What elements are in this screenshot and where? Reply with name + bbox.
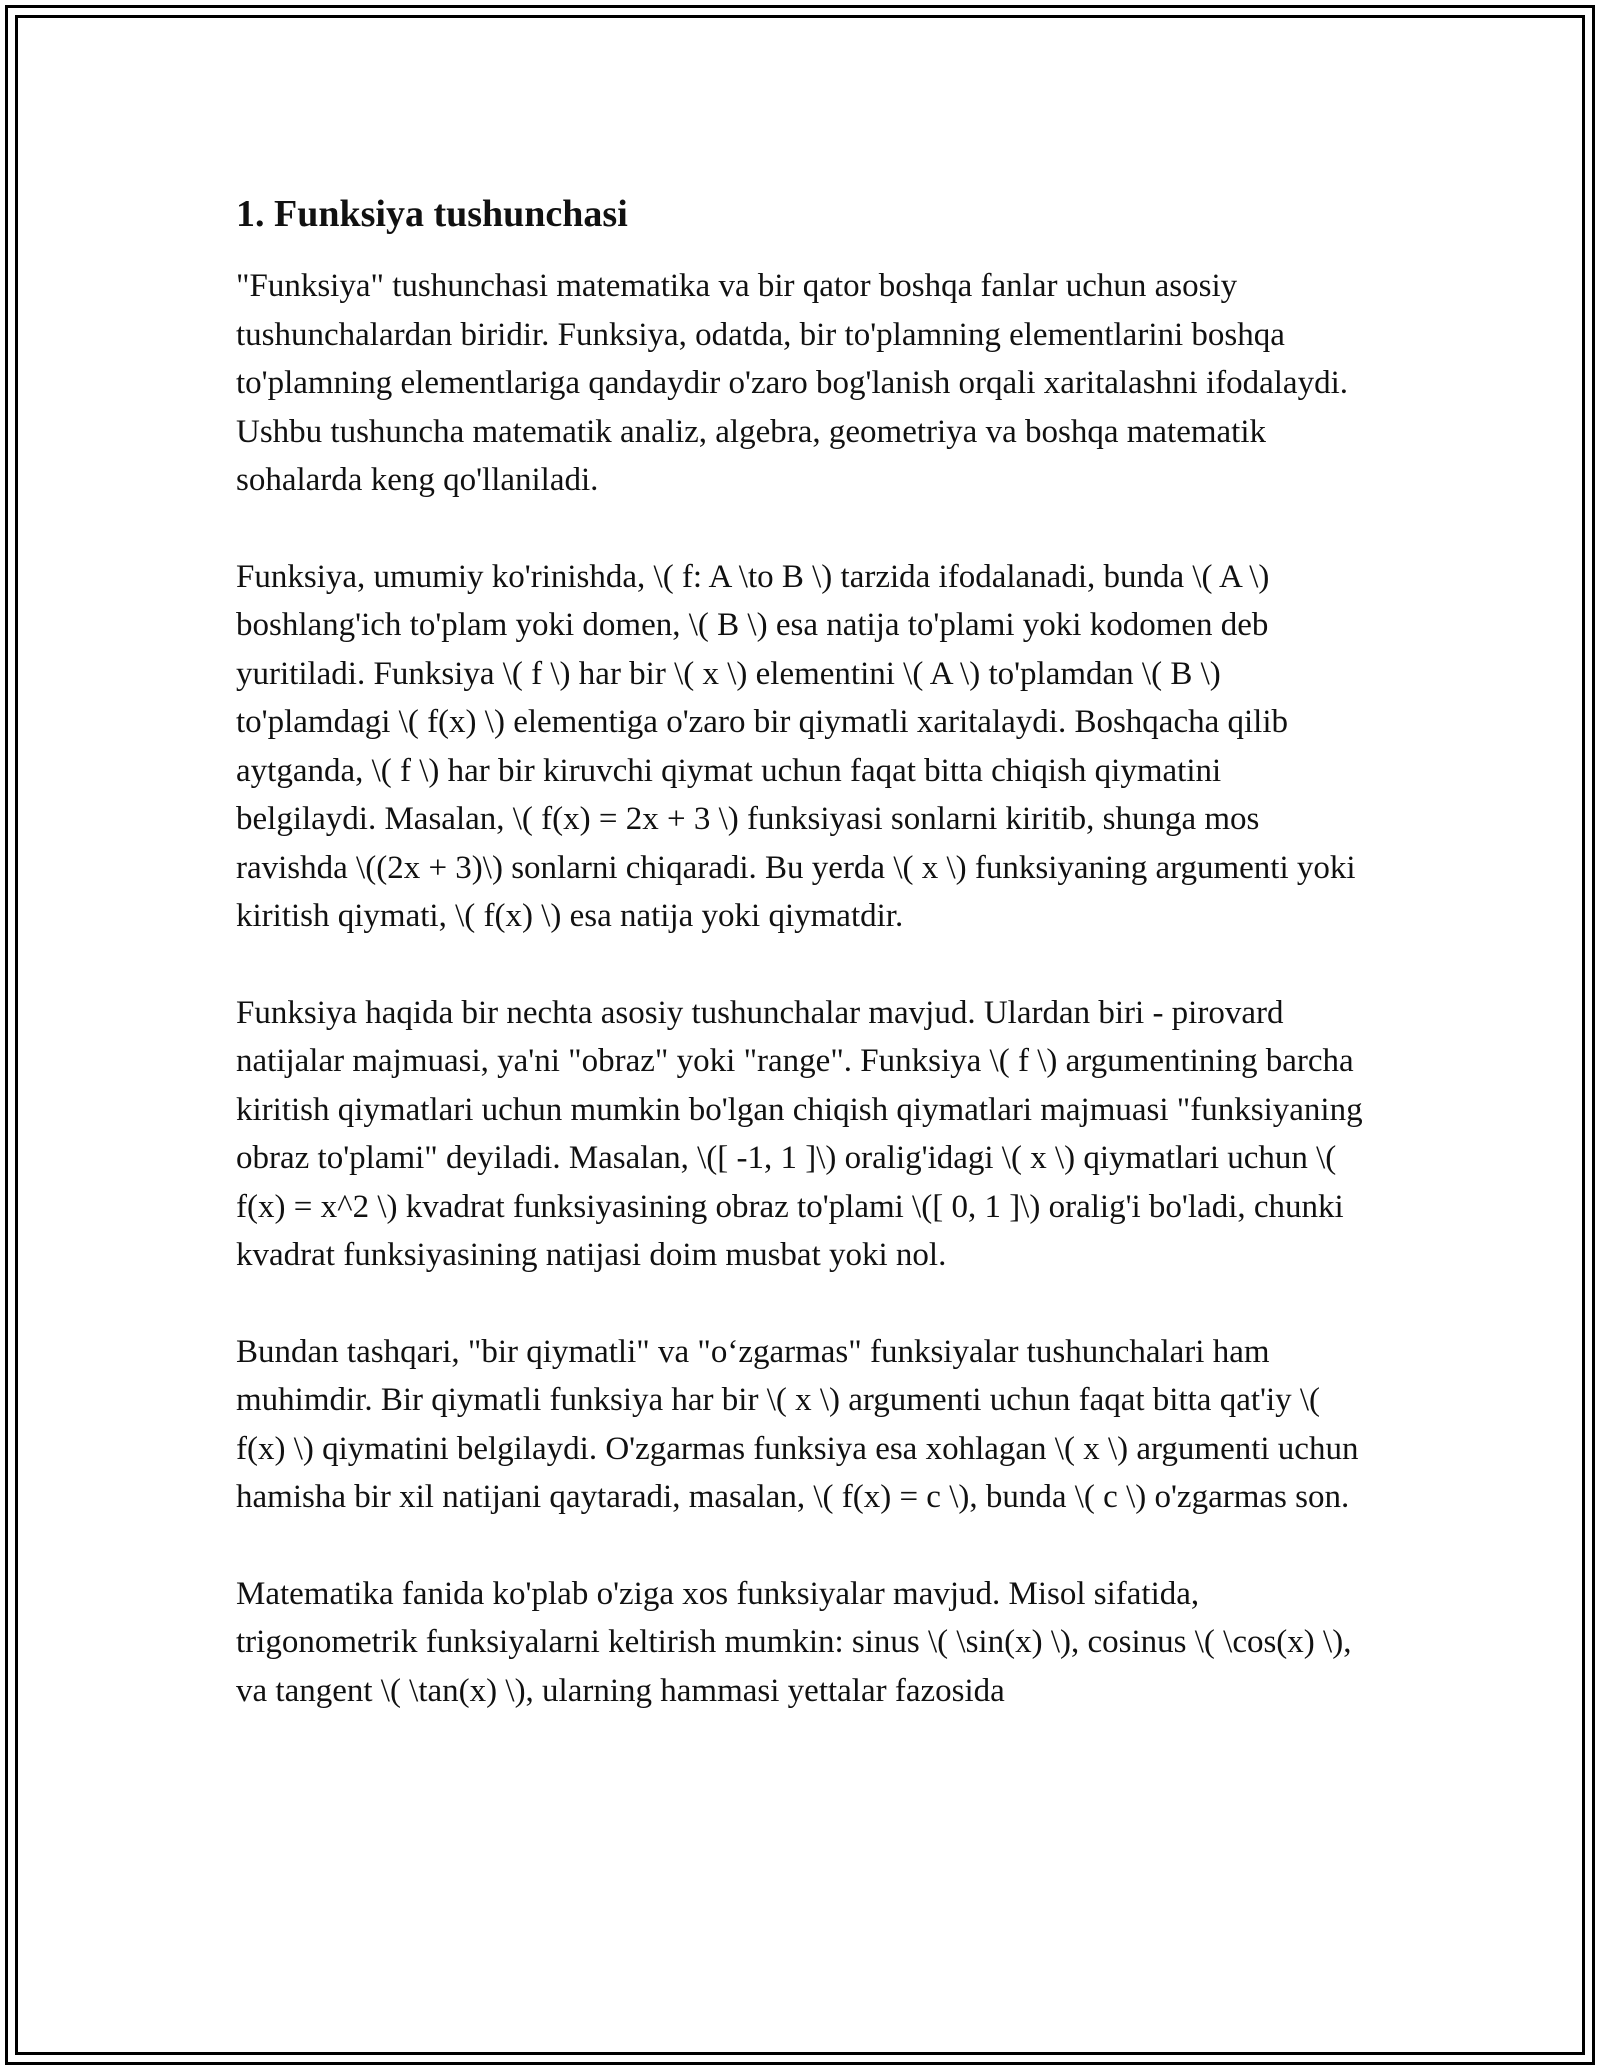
document-body — [236, 188, 1368, 1763]
paragraph-single-valued-constant: Bundan tashqari, "bir qiymatli" va "o‘zgarmas" funksiyalar tushunchalari ham muhimdir. Bir qiymatli funksiya har bir \( x \) argumenti uchun faqat bitta qat'iy \( f(x) \) qiymatini belgilaydi. O'zgarmas funksiya esa xohlagan \( x \) argumenti uchun hamisha bir xil natijani qaytaradi, masalan, \( f(x) = c \), bunda \( c \) o'zgarmas son. — [236, 1333, 1359, 1515]
paragraph-function-range: Funksiya haqida bir nechta asosiy tushunchalar mavjud. Ulardan biri - pirovard natijalar majmuasi, ya'ni "obraz" yoki "range". Funksiya \( f \) argumentining barcha kiritish qiymatlari uchun mumkin bo'lgan chiqish qiymatlari majmuasi "funksiyaning obraz to'plami" deyiladi. Masalan, \([ -1, 1 ]\) oralig'idagi \( x \) qiymatlari uchun \( f(x) = x^2 \) kvadrat funksiyasining obraz to'plami \([ 0, 1 ]\) oralig'i bo'ladi, chunki kvadrat funksiyasining natijasi doim musbat yoki nol. — [236, 994, 1363, 1273]
paragraph-function-notation: Funksiya, umumiy ko'rinishda, \( f: A \to B \) tarzida ifodalanadi, bunda \( A \) boshlang'ich to'plam yoki domen, \( B \) esa natija to'plami yoki kodomen deb yuritiladi. Funksiya \( f \) har bir \( x \) elementini \( A \) to'plamdan \( B \) to'plamdagi \( f(x) \) elementiga o'zaro bir qiymatli xaritalaydi. Boshqacha qilib aytganda, \( f \) har bir kiruvchi qiymat uchun faqat bitta chiqish qiymatini belgilaydi. Masalan, \( f(x) = 2x + 3 \) funksiyasi sonlarni kiritib, shunga mos ravishda \((2x + 3)\) sonlarni chiqaradi. Bu yerda \( x \) funksiyaning argumenti yoki kiritish qiymati, \( f(x) \) esa natija yoki qiymatdir. — [236, 558, 1356, 934]
paragraph-function-definition: "Funksiya" tushunchasi matematika va bir qator boshqa fanlar uchun asosiy tushunchalardan biridir. Funksiya, odatda, bir to'plamning elementlarini boshqa to'plamning elementlariga qandaydir o'zaro bog'lanish orqali xaritalashni ifodalaydi. Ushbu tushuncha matematik analiz, algebra, geometriya va boshqa matematik sohalarda keng qo'llaniladi. — [236, 268, 1348, 498]
section-heading: 1. Funksiya tushunchasi — [236, 193, 628, 235]
paragraph-special-functions: Matematika fanida ko'plab o'ziga xos funksiyalar mavjud. Misol sifatida, trigonometrik funksiyalarni keltirish mumkin: sinus \( \sin(x) \), cosinus \( \cos(x) \), va tangent \( \tan(x) \), ularning hammasi yettalar fazosida — [236, 1575, 1352, 1709]
